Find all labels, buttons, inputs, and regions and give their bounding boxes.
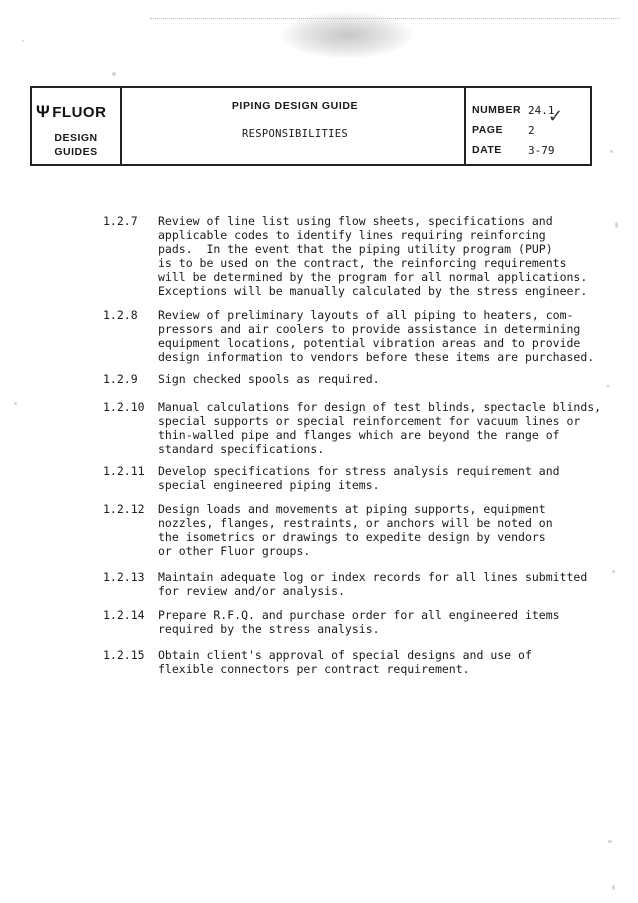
page-subtitle: RESPONSIBILITIES — [242, 128, 348, 140]
item-text-line: nozzles, flanges, restraints, or anchors will be noted on — [158, 516, 553, 530]
page-value: 2 — [528, 124, 535, 137]
item-text-line: Obtain client's approval of special designs and use of — [158, 648, 532, 662]
item-text-line: Design loads and movements at piping supports, equipment — [158, 502, 546, 516]
checkmark-icon: ✓ — [548, 106, 564, 127]
date-value: 3-79 — [528, 144, 555, 157]
item-text-line: standard specifications. — [158, 442, 325, 456]
scan-speck — [610, 150, 613, 153]
fluor-logo-icon: Ψ — [36, 102, 51, 121]
scan-speck — [112, 72, 116, 76]
item-text — [158, 372, 598, 386]
item-number: 1.2.14 — [103, 608, 145, 622]
item-text — [158, 502, 598, 558]
item-text-line: Sign checked spools as required. — [158, 372, 380, 386]
item-text-line: for review and/or analysis. — [158, 584, 345, 598]
item-text-line: Develop specifications for stress analysis requirement and — [158, 464, 560, 478]
scan-edge-line — [150, 18, 620, 19]
header-right-column — [464, 88, 590, 164]
item-text-line: the isometrics or drawings to expedite design by vendors — [158, 530, 546, 544]
item-text-line: applicable codes to identify lines requiring reinforcing — [158, 228, 546, 242]
scan-speck — [608, 840, 612, 843]
item-text — [158, 570, 598, 598]
item-text-line: will be determined by the program for all normal applications. — [158, 270, 588, 284]
item-text-line: is to be used on the contract, the reinforcing requirements — [158, 256, 567, 270]
item-text-line: special engineered piping items. — [158, 478, 380, 492]
scan-speck — [606, 385, 610, 387]
item-text-line: design information to vendors before these items are purchased. — [158, 350, 595, 364]
item-text-line: special supports or special reinforcement for vacuum lines or — [158, 414, 581, 428]
item-text-line: Exceptions will be manually calculated by the stress engineer. — [158, 284, 588, 298]
item-text-line: Review of preliminary layouts of all piping to heaters, com- — [158, 308, 574, 322]
item-text-line: equipment locations, potential vibration areas and to provide — [158, 336, 581, 350]
scan-speck — [22, 40, 24, 42]
number-label: NUMBER — [472, 104, 522, 116]
page-label: PAGE — [472, 124, 503, 136]
design-label: DESIGN — [54, 132, 98, 144]
item-text — [158, 464, 598, 492]
item-text-line: pressors and air coolers to provide assistance in determining — [158, 322, 581, 336]
scan-speck — [612, 885, 615, 890]
date-label: DATE — [472, 144, 502, 156]
item-number: 1.2.7 — [103, 214, 138, 228]
item-text-line: Review of line list using flow sheets, specifications and — [158, 214, 553, 228]
item-number: 1.2.10 — [103, 400, 145, 414]
item-text-line: required by the stress analysis. — [158, 622, 380, 636]
guides-label: GUIDES — [54, 146, 98, 158]
item-text-line: flexible connectors per contract requirement. — [158, 662, 470, 676]
item-number: 1.2.15 — [103, 648, 145, 662]
item-number: 1.2.12 — [103, 502, 145, 516]
item-text-line: pads. In the event that the piping utility program (PUP) — [158, 242, 553, 256]
item-text-line: Prepare R.F.Q. and purchase order for all engineered items — [158, 608, 560, 622]
fluor-logo: Ψ FLUOR — [36, 102, 107, 121]
scan-speck — [615, 222, 618, 228]
item-text-line: or other Fluor groups. — [158, 544, 311, 558]
item-text — [158, 608, 598, 636]
number-value: 24.1 — [528, 104, 555, 117]
item-text — [158, 308, 598, 364]
header-left-column — [32, 88, 122, 164]
item-text-line: thin-walled pipe and flanges which are beyond the range of — [158, 428, 560, 442]
scan-speck — [14, 402, 17, 405]
scan-speck — [612, 570, 615, 573]
document-header — [30, 86, 592, 166]
item-text — [158, 400, 602, 456]
item-number: 1.2.13 — [103, 570, 145, 584]
item-number: 1.2.11 — [103, 464, 145, 478]
page-title: PIPING DESIGN GUIDE — [231, 100, 359, 112]
item-text-line: Manual calculations for design of test blinds, spectacle blinds, — [158, 400, 602, 414]
item-text — [158, 214, 598, 298]
item-number: 1.2.9 — [103, 372, 138, 386]
item-number: 1.2.8 — [103, 308, 138, 322]
item-text — [158, 648, 598, 676]
item-text-line: Maintain adequate log or index records for all lines submitted — [158, 570, 588, 584]
